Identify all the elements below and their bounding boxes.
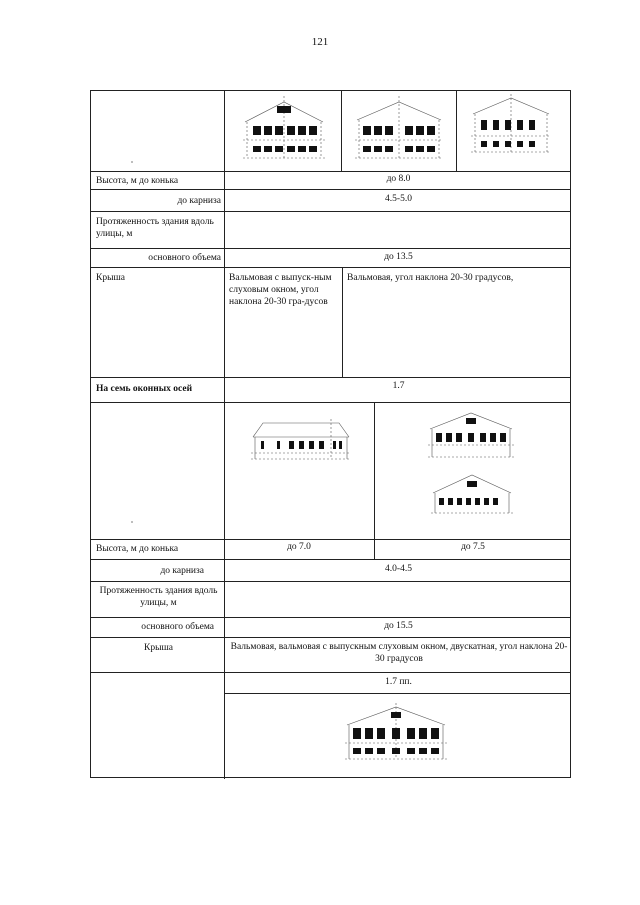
page-number: 121 — [311, 36, 329, 48]
main-volume-label-b: основного объема — [141, 622, 214, 632]
row-divider — [91, 248, 570, 249]
building-sketch-c1 — [343, 703, 449, 767]
section-b-heading: На семь оконных осей — [96, 384, 193, 394]
building-sketch-b2 — [426, 411, 516, 465]
row-divider — [91, 377, 570, 378]
building-parameters-table — [90, 90, 571, 778]
building-sketch-a2 — [353, 96, 445, 166]
row-divider — [91, 559, 570, 560]
section-b-heading-value: 1.7 — [392, 381, 405, 391]
row-divider — [91, 637, 570, 638]
main-volume-label-a: основного объема — [148, 253, 221, 263]
length-label-a: Протяженность здания вдоль улицы, м — [96, 217, 214, 239]
height-ridge-value-b1: до 7.0 — [287, 542, 311, 552]
height-ridge-label-a: Высота, м до конька — [96, 176, 179, 186]
height-ridge-label-b: Высота, м до конька — [96, 544, 179, 554]
length-label-b: Протяженность здания вдоль улицы, м — [99, 586, 218, 608]
column-divider — [342, 267, 343, 377]
row-divider — [91, 171, 570, 172]
cornice-value-a: 4.5-5.0 — [385, 194, 412, 204]
column-divider — [456, 91, 457, 171]
row-divider — [91, 211, 570, 212]
cornice-label-a: до карниза — [177, 196, 221, 206]
building-sketch-b1 — [251, 417, 351, 467]
height-ridge-value-b2: до 7.5 — [461, 542, 485, 552]
row-divider — [91, 581, 570, 582]
scan-dot — [131, 161, 133, 163]
column-divider — [341, 91, 342, 171]
row-divider — [91, 189, 570, 190]
roof-value-b: Вальмовая, вальмовая с выпускным слуховым окном, двускатная, угол наклона 20-30 градусов — [230, 642, 568, 664]
row-divider — [91, 267, 570, 268]
roof-value-a1: Вальмовая с выпуск-ным слуховым окном, угол наклона 20-30 гра-дусов — [229, 273, 332, 307]
column-divider — [374, 402, 375, 559]
row-divider — [91, 539, 570, 540]
roof-value-a2: Вальмовая, угол наклона 20-30 градусов, — [347, 273, 514, 283]
row-divider — [91, 617, 570, 618]
row-divider — [91, 672, 570, 673]
scan-dot — [131, 521, 133, 523]
cornice-label-b: до карниза — [160, 566, 204, 576]
building-sketch-a3 — [469, 94, 553, 160]
row-divider — [224, 693, 570, 694]
building-sketch-b3 — [429, 471, 515, 521]
roof-label-a: Крыша — [96, 273, 126, 283]
building-sketch-a1 — [239, 96, 329, 166]
main-volume-value-a: до 13.5 — [384, 252, 413, 262]
cornice-value-b: 4.0-4.5 — [385, 564, 412, 574]
main-volume-value-b: до 15.5 — [384, 621, 413, 631]
height-ridge-value-a: до 8.0 — [386, 174, 411, 184]
roof-label-b: Крыша — [143, 643, 173, 653]
variant-value: 1.7 пп. — [385, 677, 412, 687]
row-divider — [91, 402, 570, 403]
